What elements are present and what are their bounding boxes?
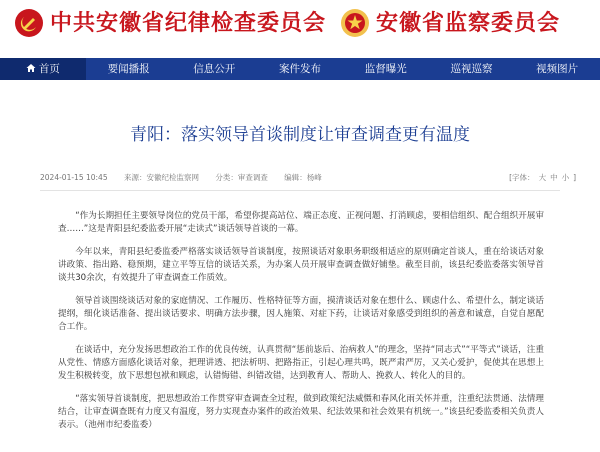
- home-icon: [26, 63, 36, 73]
- site-header: [0, 0, 600, 58]
- article-editor: 编辑：杨峰: [284, 173, 322, 182]
- nav-home[interactable]: [0, 58, 86, 80]
- article-category: 分类：审查调查: [215, 173, 268, 182]
- article-source: 来源：安徽纪检监察网: [123, 173, 199, 182]
- article-paragraph: 领导首谈围绕谈话对象的家庭情况、工作履历、性格特征等方面，摸清谈话对象在想什么、顾虑什么、希望什么，制定谈话提纲，细化谈话准备、提出谈话要求、明确方法步骤，因人施策、对症下药，让谈话对象感受到组织的善意和诚意，自觉自愿配合工作。: [58, 296, 544, 332]
- main-nav: [0, 58, 600, 80]
- font-medium-button[interactable]: 中: [550, 173, 558, 182]
- article-paragraph: “落实领导首谈制度，把思想政治工作贯穿审查调查全过程，做到政策纪法威慑和春风化雨关怀并重，注重纪法贯通、法情理结合，让审查调查既有力度又有温度，努力实现查办案件的政治效果、纪法效果和社会效果有机统一。”该县纪委监委相关负责人表示。（池州市纪委监委）: [58, 394, 544, 430]
- nav-news[interactable]: 要闻播报: [107, 63, 150, 75]
- article-paragraph: “作为长期担任主要领导岗位的党员干部，希望你提高站位、端正态度、正视问题、打消顾虑，要相信组织、配合组织开展审查……”这是青阳县纪委监委开展“走读式”谈话领导首谈的一幕。: [58, 211, 544, 234]
- nav-media[interactable]: 视频图片: [536, 63, 579, 75]
- supervision-site-title[interactable]: 安徽省监察委员会: [376, 10, 561, 36]
- article-title: 青阳：落实领导首谈制度让审查调查更有温度: [130, 125, 470, 145]
- article-paragraph: 今年以来，青阳县纪委监委严格落实谈话领导首谈制度，按照谈话对象职务职级相适应的原则确定首谈人，重在给谈话对象讲政策、指出路、稳预期，建立平等互信的谈话关系，为办案人员开展审查调查做好铺垫。截至目前，该县纪委监委落实领导首谈共30余次，有效提升了审查调查工作质效。: [58, 247, 544, 283]
- party-emblem-icon: [14, 8, 44, 38]
- nav-info[interactable]: 信息公开: [193, 63, 236, 75]
- font-small-button[interactable]: 小: [561, 173, 570, 182]
- meta-divider: [40, 190, 560, 191]
- nav-inspection[interactable]: 巡视巡察: [450, 63, 493, 75]
- nav-home-label: 首页: [38, 63, 60, 75]
- font-size-control: [509, 172, 580, 183]
- font-size-label: [字体：: [509, 173, 535, 182]
- national-emblem-icon: [340, 8, 370, 38]
- nav-cases[interactable]: 案件发布: [279, 63, 322, 75]
- article-body: [58, 210, 544, 432]
- article-paragraph: 在谈话中，充分发扬思想政治工作的优良传统，认真贯彻“惩前毖后、治病救人”的理念，坚持“同志式”“平等式”谈话，注重从党性、情感方面感化谈话对象，把理讲透、把法析明、把路指正，引起心理共鸣，既严肃严厉，又关心爱护，促使其在思想上发生积极转变，放下思想包袱和顾虑，认错悔错、纠错改错，达到教育人、帮助人、挽救人、转化人的目的。: [58, 345, 544, 381]
- font-size-close: ]: [573, 173, 576, 182]
- font-large-button[interactable]: 大: [538, 173, 547, 182]
- article-meta: [40, 172, 580, 186]
- ccdi-site-title[interactable]: 中共安徽省纪律检查委员会: [50, 10, 327, 36]
- publish-date: 2024-01-15 10:45: [40, 173, 108, 182]
- nav-exposure[interactable]: 监督曝光: [364, 63, 407, 75]
